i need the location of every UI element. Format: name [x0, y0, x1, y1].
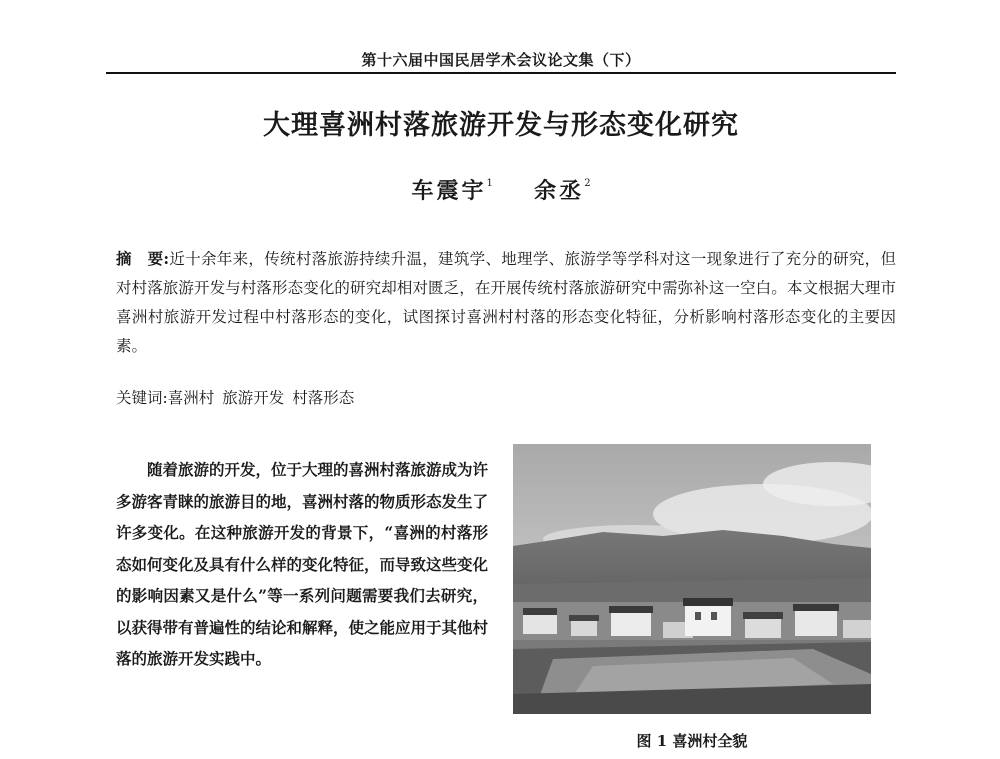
author-name: 车震宇: [411, 178, 487, 204]
body-column: [116, 454, 488, 675]
abstract: [116, 244, 896, 361]
keyword: 村落形态: [292, 389, 355, 407]
running-title: 第十六届中国民居学术会议论文集（下）: [361, 51, 641, 69]
keyword: 旅游开发: [222, 389, 285, 407]
author-affiliation-mark: 1: [486, 178, 493, 189]
keywords-label: 关键词:: [116, 389, 168, 407]
figure-caption: 图 1 喜洲村全貌: [636, 732, 748, 750]
author-affiliation-mark: 2: [584, 178, 591, 189]
running-header: [106, 50, 896, 74]
author-name: 余丞: [534, 178, 585, 204]
keywords: [116, 384, 896, 413]
abstract-label: 摘 要:: [116, 249, 170, 268]
figure-photo: [513, 444, 871, 714]
keyword: 喜洲村: [167, 389, 215, 407]
paper-title: 大理喜洲村落旅游开发与形态变化研究: [263, 110, 739, 141]
author-line: [106, 174, 896, 205]
body-paragraph: 随着旅游的开发，位于大理的喜洲村落旅游成为许多游客青睐的旅游目的地，喜洲村落的物质形态发生了许多变化。在这种旅游开发的背景下，“喜洲的村落形态如何变化及具有什么样的变化特征，而导致这些变化的影响因素又是什么”等一系列问题需要我们去研究，以获得带有普遍性的结论和解释，使之能应用于其他村落的旅游开发实践中。: [116, 460, 489, 668]
abstract-text: 近十余年来，传统村落旅游持续升温，建筑学、地理学、旅游学等学科对这一现象进行了充分的研究，但对村落旅游开发与村落形态变化的研究却相对匮乏，在开展传统村落旅游研究中需弥补这一空白。本文根据大理市喜洲村旅游开发过程中村落形态的变化，试图探讨喜洲村村落的形态变化特征，分析影响村落形态变化的主要因素。: [116, 250, 896, 355]
landscape-photo-icon: [513, 444, 871, 714]
